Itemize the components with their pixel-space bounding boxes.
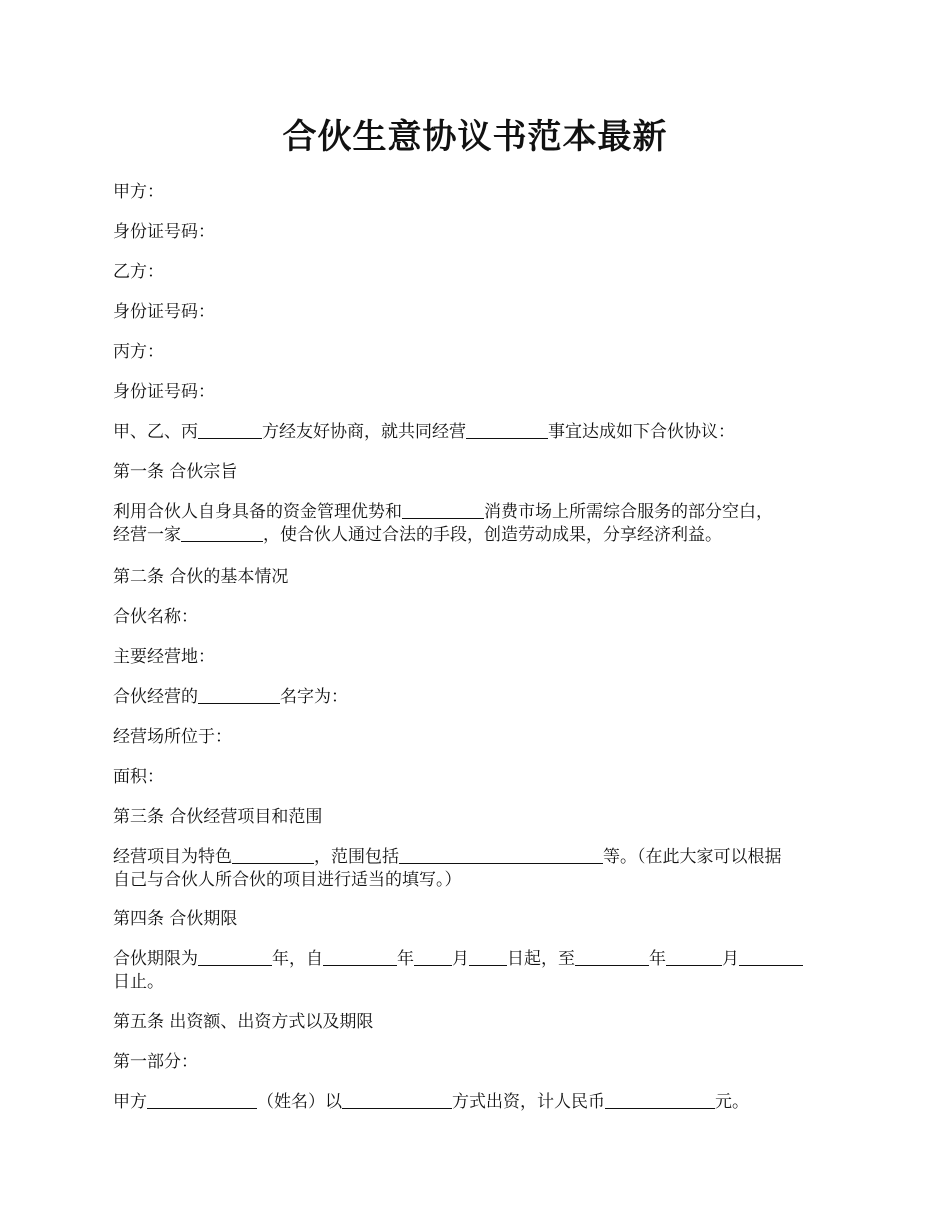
line-text: 事宜达成如下合伙协议： [548, 422, 735, 442]
article-3-paragraph-continued [113, 868, 833, 892]
party-b-label [113, 260, 833, 284]
line-text: 月 [722, 949, 739, 969]
line-text: 方式出资，计人民币 [452, 1092, 605, 1112]
fill-in-blank [575, 947, 649, 966]
line-text: 身份证号码： [113, 302, 215, 322]
party-c-label [113, 340, 833, 364]
fill-in-blank [469, 947, 507, 966]
area-label [113, 765, 833, 789]
fill-in-blank [466, 420, 548, 439]
line-text: 第二条 合伙的基本情况 [113, 567, 289, 587]
party-a-label [113, 180, 833, 204]
line-text: 经营场所位于： [113, 727, 232, 747]
line-text: ，使合伙人通过合法的手段，创造劳动成果，分享经济利益。 [263, 525, 722, 545]
line-text: 身份证号码： [113, 222, 215, 242]
line-text: 日止。 [113, 972, 164, 992]
line-text: 第四条 合伙期限 [113, 909, 238, 929]
part-1-heading [113, 1050, 833, 1074]
line-text: （姓名）以 [257, 1092, 342, 1112]
line-text: 月 [452, 949, 469, 969]
line-text: 第五条 出资额、出资方式以及期限 [113, 1012, 374, 1032]
line-text: 经营一家 [113, 525, 181, 545]
line-text: 年，自 [272, 949, 323, 969]
fill-in-blank [399, 845, 603, 864]
fill-in-blank [198, 947, 272, 966]
line-text: 日起，至 [507, 949, 575, 969]
fill-in-blank [414, 947, 452, 966]
line-text: 合伙经营的 [113, 687, 198, 707]
line-text: 年 [397, 949, 414, 969]
line-text: 第一条 合伙宗旨 [113, 462, 238, 482]
line-text: 等。（在此大家可以根据 [603, 847, 782, 867]
article-4-paragraph [113, 947, 833, 971]
fill-in-blank [605, 1090, 715, 1109]
fill-in-blank [739, 947, 803, 966]
fill-in-blank [198, 420, 262, 439]
article-4-paragraph-continued [113, 970, 833, 994]
line-text: 身份证号码： [113, 382, 215, 402]
article-4-heading [113, 907, 833, 931]
line-text: 第一部分： [113, 1052, 198, 1072]
line-text: 自己与合伙人所合伙的项目进行适当的填写。） [113, 870, 462, 890]
fill-in-blank [147, 1090, 257, 1109]
fill-in-blank [342, 1090, 452, 1109]
party-a-contribution [113, 1090, 833, 1114]
document-title: 合伙生意协议书范本最新 [282, 117, 668, 157]
line-text: 名字为： [280, 687, 348, 707]
line-text: 合伙名称： [113, 607, 198, 627]
line-text: 年 [649, 949, 666, 969]
line-text: 甲方 [113, 1092, 147, 1112]
fill-in-blank [323, 947, 397, 966]
fill-in-blank [666, 947, 722, 966]
line-text: 方经友好协商，就共同经营 [262, 422, 466, 442]
article-3-heading [113, 805, 833, 829]
business-name-label [113, 685, 833, 709]
line-text: 甲、乙、丙 [113, 422, 198, 442]
line-text: 甲方： [113, 182, 164, 202]
article-2-heading [113, 565, 833, 589]
party-c-id-label [113, 380, 833, 404]
article-1-heading [113, 460, 833, 484]
line-text: 乙方： [113, 262, 164, 282]
premises-location-label [113, 725, 833, 749]
article-3-paragraph [113, 845, 833, 869]
line-text: 合伙期限为 [113, 949, 198, 969]
article-1-paragraph [113, 500, 833, 524]
article-1-paragraph-continued [113, 523, 833, 547]
fill-in-blank [181, 523, 263, 542]
line-text: 利用合伙人自身具备的资金管理优势和 [113, 502, 402, 522]
line-text: 消费市场上所需综合服务的部分空白， [484, 502, 773, 522]
article-5-heading [113, 1010, 833, 1034]
line-text: 元。 [715, 1092, 749, 1112]
line-text: 面积： [113, 767, 164, 787]
party-a-id-label [113, 220, 833, 244]
line-text: 主要经营地： [113, 647, 215, 667]
party-b-id-label [113, 300, 833, 324]
line-text: 丙方： [113, 342, 164, 362]
fill-in-blank [232, 845, 314, 864]
line-text: 第三条 合伙经营项目和范围 [113, 807, 323, 827]
fill-in-blank [402, 500, 484, 519]
partnership-name-label [113, 605, 833, 629]
line-text: ，范围包括 [314, 847, 399, 867]
main-business-location-label [113, 645, 833, 669]
fill-in-blank [198, 685, 280, 704]
line-text: 经营项目为特色 [113, 847, 232, 867]
agreement-intro [113, 420, 833, 444]
